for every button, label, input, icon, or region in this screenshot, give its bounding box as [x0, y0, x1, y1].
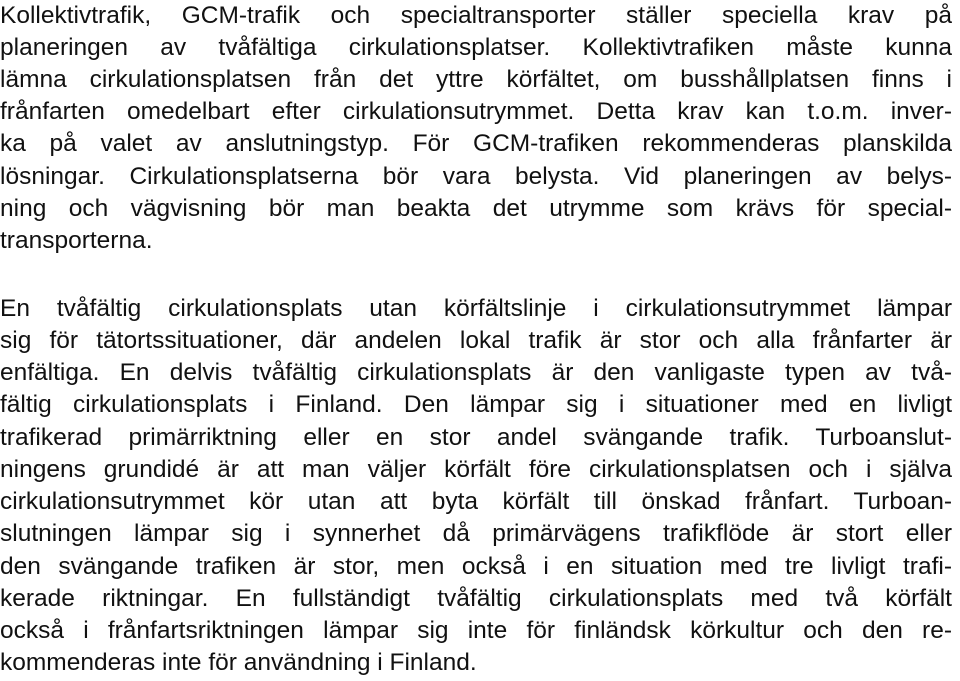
text-line: En tvåfältig cirkulationsplats utan körfältslinje i cirkulationsutrymmet lämpar — [0, 295, 952, 322]
text-line: sig för tätortssituationer, där andelen lokal trafik är stor och alla frånfarter är — [0, 327, 952, 354]
text-line: planeringen av tvåfältiga cirkulationsplatser. Kollektivtrafiken måste kunna — [0, 34, 952, 61]
text-line: kommenderas inte för användning i Finland. — [0, 649, 477, 676]
text-line: slutningen lämpar sig i synnerhet då primärvägens trafikflöde är stort eller — [0, 520, 952, 547]
text-line: Kollektivtrafik, GCM-trafik och specialtransporter ställer speciella krav på — [0, 2, 952, 29]
text-line: fältig cirkulationsplats i Finland. Den lämpar sig i situationer med en livligt — [0, 391, 952, 418]
text-line: transporterna. — [0, 227, 153, 254]
text-line: lösningar. Cirkulationsplatserna bör vara belysta. Vid planeringen av belys- — [0, 163, 952, 190]
text-line: trafikerad primärriktning eller en stor andel svängande trafik. Turboanslut- — [0, 424, 952, 451]
text-line: ning och vägvisning bör man beakta det utrymme som krävs för special- — [0, 195, 952, 222]
text-line: frånfarten omedelbart efter cirkulationsutrymmet. Detta krav kan t.o.m. inver- — [0, 98, 952, 125]
text-line: ka på valet av anslutningstyp. För GCM-trafiken rekommenderas planskilda — [0, 130, 952, 157]
text-line: cirkulationsutrymmet kör utan att byta körfält till önskad frånfart. Turboan- — [0, 488, 952, 515]
text-line: den svängande trafiken är stor, men också i en situation med tre livligt trafi- — [0, 553, 952, 580]
text-line: ningens grundidé är att man väljer körfält före cirkulationsplatsen och i själva — [0, 456, 952, 483]
text-line: lämna cirkulationsplatsen från det yttre körfältet, om busshållplatsen finns i — [0, 66, 952, 93]
text-line: enfältiga. En delvis tvåfältig cirkulationsplats är den vanligaste typen av två- — [0, 359, 952, 386]
text-line: också i frånfartsriktningen lämpar sig inte för finländsk körkultur och den re- — [0, 617, 952, 644]
text-line: kerade riktningar. En fullständigt tvåfältig cirkulationsplats med två körfält — [0, 585, 952, 612]
